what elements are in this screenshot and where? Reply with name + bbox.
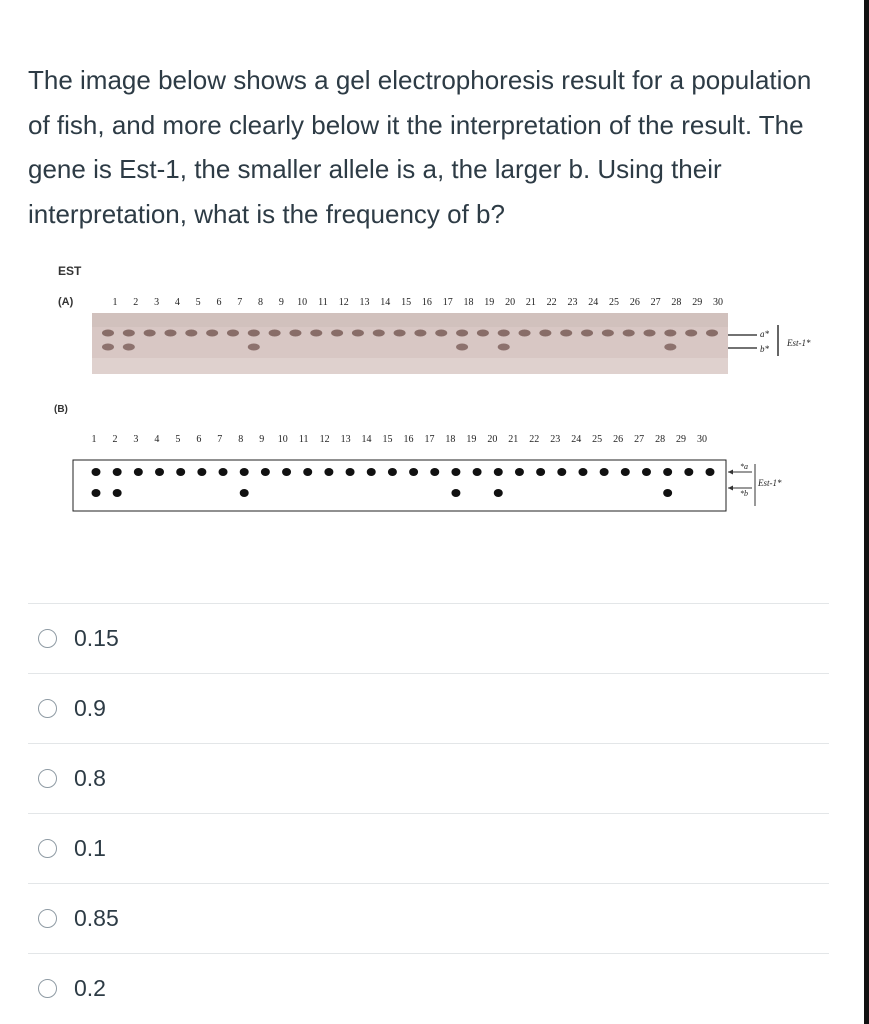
answer-label: 0.1 [74,835,106,861]
gel-band-a [185,330,197,337]
lane-number: 14 [380,297,391,308]
allele-b-band [663,489,672,497]
lane-number: 24 [588,297,599,308]
lane-number: 26 [613,434,624,445]
question-text: The image below shows a gel electrophoresis result for a population of fish, and more clearly below it the interpretation of the result. The gene is Est-1, the smaller allele is a, the larger b. Using their interpretation, what is the frequency of b? [28,65,812,229]
lane-number: 20 [505,297,516,308]
lane-number: 20 [487,434,498,445]
allele-a-band [578,468,587,476]
gel-band-a [435,330,447,337]
allele-a-band [346,468,355,476]
lane-number: 7 [237,297,243,308]
answer-label: 0.9 [74,695,106,721]
allele-a-band [113,468,122,476]
gel-band-a [519,330,531,337]
lane-number: 6 [196,434,202,445]
lane-number: 13 [340,434,351,445]
allele-a-band [134,468,143,476]
lane-number: 23 [567,297,578,308]
allele-a-band [388,468,397,476]
gel-band-a [623,330,635,337]
gel-band-a [477,330,489,337]
allele-a-marker-b: *a [740,462,748,471]
lane-number: 25 [592,434,603,445]
allele-a-marker-a: a* [760,329,769,339]
allele-a-band [473,468,482,476]
lane-number: 3 [133,434,139,445]
lane-number: 8 [258,297,264,308]
lane-number: 4 [174,297,180,308]
gel-band-a [456,330,468,337]
lane-number: 13 [359,297,370,308]
lane-number: 27 [634,434,645,445]
lane-number: 4 [154,434,160,445]
lane-number: 17 [424,434,435,445]
gel-band-a [560,330,572,337]
lane-number: 25 [609,297,620,308]
allele-b-marker-b: *b [740,489,748,498]
gel-band-b [498,344,510,351]
answer-label: 0.15 [74,625,119,651]
gel-band-a [414,330,426,337]
allele-a-band [706,468,715,476]
allele-a-band [515,468,524,476]
allele-a-band [367,468,376,476]
lane-number: 28 [655,434,666,445]
lane-number: 1 [112,297,118,308]
locus-label-a: Est-1* [787,338,811,348]
gel-diagram [0,250,869,550]
lane-number: 30 [713,297,723,308]
allele-a-band [409,468,418,476]
lane-number: 22 [529,434,540,445]
gel-band-a [310,330,322,337]
interpretation-bands [92,468,715,497]
panel-b-label: (B) [54,404,68,415]
allele-a-band [240,468,249,476]
allele-b-band [240,489,249,497]
gel-band-a [644,330,656,337]
lane-number: 9 [259,434,265,445]
allele-b-band [92,489,101,497]
answer-label: 0.2 [74,975,106,1001]
answer-option[interactable] [28,743,829,813]
lane-number: 7 [217,434,223,445]
lane-number: 27 [650,297,661,308]
gel-band-b [123,344,135,351]
lane-number: 21 [525,297,536,308]
allele-a-band [155,468,164,476]
est-label: EST [58,264,82,278]
answer-label: 0.8 [74,765,106,791]
lane-number: 15 [401,297,412,308]
allele-a-band [176,468,185,476]
gel-band-a [352,330,364,337]
gel-band-a [498,330,510,337]
lane-number: 12 [319,434,330,445]
answer-option[interactable] [28,813,829,883]
lane-number: 21 [508,434,519,445]
gel-band-a [581,330,593,337]
allele-b-band [113,489,122,497]
answer-option[interactable] [28,673,829,743]
lane-number: 6 [216,297,222,308]
gel-band-a [289,330,301,337]
gel-band-a [102,330,114,337]
lane-number: 5 [175,434,181,445]
gel-band-a [394,330,406,337]
gel-band-a [685,330,697,337]
gel-band-a [227,330,239,337]
lane-number: 11 [318,297,328,308]
lane-number: 18 [463,297,474,308]
lane-number: 14 [361,434,372,445]
lane-number: 15 [382,434,393,445]
lane-number: 22 [546,297,557,308]
allele-a-band [536,468,545,476]
lane-number: 12 [338,297,349,308]
answer-label: 0.85 [74,905,119,931]
allele-a-band [92,468,101,476]
lane-number: 1 [91,434,97,445]
lane-number: 2 [112,434,118,445]
lane-number: 30 [697,434,707,445]
gel-band-a [664,330,676,337]
interpretation-box [73,460,726,511]
lane-number: 3 [154,297,160,308]
allele-a-band [684,468,693,476]
lane-numbers-b [92,434,708,445]
lane-number: 19 [466,434,477,445]
allele-a-band [600,468,609,476]
answer-option[interactable] [28,883,829,953]
lane-number: 5 [195,297,201,308]
gel-band-a [331,330,343,337]
lane-number: 29 [692,297,703,308]
gel-band-b [456,344,468,351]
gel-band-a [123,330,135,337]
locus-label-b: Est-1* [758,478,782,488]
allele-a-band [621,468,630,476]
lane-number: 2 [133,297,139,308]
lane-number: 10 [297,297,308,308]
allele-a-band [324,468,333,476]
allele-a-band [197,468,206,476]
allele-a-band [557,468,566,476]
lane-number: 16 [403,434,414,445]
lane-number: 9 [278,297,284,308]
answer-options [28,603,829,1023]
lane-number: 18 [445,434,456,445]
gel-band-a [144,330,156,337]
allele-a-band [642,468,651,476]
allele-a-band [430,468,439,476]
lane-number: 8 [238,434,244,445]
lane-numbers-a [113,297,724,308]
panel-a-label: (A) [58,296,74,308]
gel-band-a [706,330,718,337]
allele-a-band [261,468,270,476]
gel-band-a [602,330,614,337]
lane-number: 24 [571,434,582,445]
allele-a-band [663,468,672,476]
gel-band-a [269,330,281,337]
radio-button[interactable] [38,699,57,718]
radio-button[interactable] [38,629,57,648]
gel-figure [0,250,869,550]
lane-number: 23 [550,434,561,445]
radio-button[interactable] [38,979,57,998]
gel-band-b [102,344,114,351]
allele-b-marker-a: b* [760,344,769,354]
gel-band-b [248,344,260,351]
allele-b-band [451,489,460,497]
gel-band-a [373,330,385,337]
allele-a-band [451,468,460,476]
allele-a-band [494,468,503,476]
allele-a-band [282,468,291,476]
gel-band-a [206,330,218,337]
lane-number: 17 [442,297,453,308]
lane-number: 10 [277,434,288,445]
gel-band-a [248,330,260,337]
lane-number: 29 [676,434,687,445]
radio-button[interactable] [38,839,57,858]
lane-number: 28 [671,297,682,308]
lane-number: 19 [484,297,495,308]
gel-band-b [664,344,676,351]
lane-number: 26 [629,297,640,308]
lane-number: 11 [298,434,309,445]
allele-b-band [494,489,503,497]
gel-band-a [539,330,551,337]
answer-option[interactable] [28,603,829,673]
answer-option[interactable] [28,953,829,1023]
radio-button[interactable] [38,909,57,928]
gel-band-a [164,330,176,337]
lane-number: 16 [421,297,432,308]
radio-button[interactable] [38,769,57,788]
allele-a-band [303,468,312,476]
allele-a-band [219,468,228,476]
